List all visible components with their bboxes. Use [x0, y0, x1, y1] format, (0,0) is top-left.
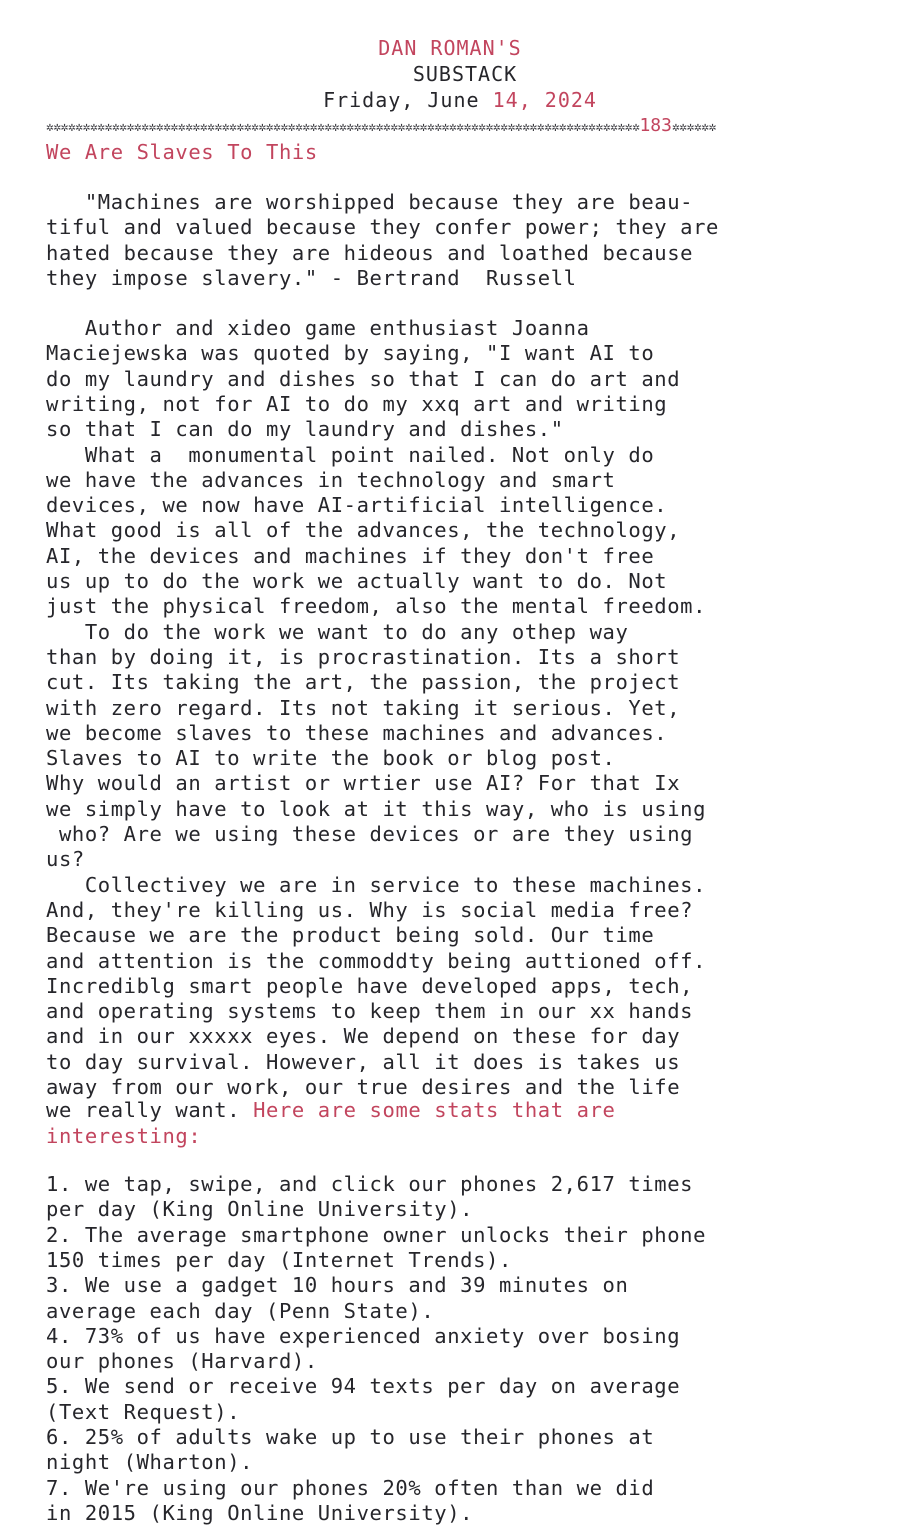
stats-intro-red: Here are some stats that are: [253, 1098, 616, 1122]
body-line: and in our xxxxx eyes. We depend on these for day: [46, 1024, 681, 1049]
quote-line: hated because they are hideous and loathed because: [46, 240, 694, 265]
body-line: so that I can do my laundry and dishes.": [46, 417, 564, 442]
stat-line: night (Wharton).: [46, 1450, 254, 1475]
body-line: Why would an artist or wrtier use AI? For that Ix: [46, 771, 681, 796]
stat-line: 2. The average smartphone owner unlocks their phone: [46, 1222, 707, 1247]
stat-line: 5. We send or receive 94 texts per day on average: [46, 1374, 681, 1399]
body-line: us?: [46, 847, 85, 872]
body-line: What good is all of the advances, the technology,: [46, 518, 681, 543]
date-red: 14, 2024: [492, 88, 597, 112]
body-line: devices, we now have AI-artificial intelligence.: [46, 493, 668, 518]
stat-line: 1. we tap, swipe, and click our phones 2,617 times: [46, 1172, 694, 1196]
body-line: than by doing it, is procrastination. Its a short: [46, 644, 681, 669]
body-line: we have the advances in technology and smart: [46, 467, 616, 492]
body-line: Maciejewska was quoted by saying, "I want AI to: [46, 341, 655, 366]
body-line: cut. Its taking the art, the passion, the project: [46, 670, 681, 695]
body-line: What a monumental point nailed. Not only do: [46, 442, 655, 467]
stat-line: our phones (Harvard).: [46, 1349, 318, 1374]
body-line: And, they're killing us. Why is social media free?: [46, 897, 694, 922]
body-line: away from our work, our true desires and the life: [46, 1075, 681, 1099]
stats-intro-line: [46, 1098, 615, 1123]
body-line: us up to do the work we actually want to do. Not: [46, 569, 668, 593]
date-prefix: Friday, June: [323, 88, 493, 112]
body-line: writing, not for AI to do my xxq art and writing: [46, 391, 668, 416]
star-divider-right: ✲✲✲✲✲✲: [671, 120, 716, 135]
stat-line: in 2015 (King Online University).: [46, 1500, 474, 1525]
body-line: and operating systems to keep them in our xx hands: [46, 999, 694, 1024]
body-line: Collectivey we are in service to these machines.: [46, 872, 707, 897]
publication-heading: SUBSTACK: [412, 62, 518, 86]
stat-line: 3. We use a gadget 10 hours and 39 minutes on: [46, 1273, 629, 1298]
body-line: To do the work we want to do any othep way: [46, 619, 629, 644]
body-line: and attention is the commoddty being auttioned off.: [46, 948, 707, 973]
stat-line: 7. We're using our phones 20% often than we did: [46, 1475, 655, 1500]
quote-line: "Machines are worshipped because they are beau-: [46, 190, 694, 214]
body-line: to day survival. However, all it does is takes us: [46, 1049, 681, 1074]
stat-line: (Text Request).: [46, 1399, 241, 1424]
body-line: just the physical freedom, also the mental freedom.: [46, 594, 707, 619]
stat-line: per day (King Online University).: [46, 1197, 474, 1222]
body-line: do my laundry and dishes so that I can do art and: [46, 366, 681, 391]
body-line: we simply have to look at it this way, who is using: [46, 796, 707, 821]
article-title: We Are Slaves To This: [46, 140, 318, 164]
quote-line: they impose slavery." - Bertrand Russell: [46, 265, 577, 290]
stat-line: 150 times per day (Internet Trends).: [46, 1247, 512, 1272]
body-line: Incrediblg smart people have developed apps, tech,: [46, 973, 694, 998]
stat-line: 4. 73% of us have experienced anxiety over bosing: [46, 1323, 681, 1348]
body-line: who? Are we using these devices or are they using: [46, 822, 694, 846]
stat-line: average each day (Penn State).: [46, 1298, 435, 1323]
quote-line: tiful and valued because they confer power; they are: [46, 215, 719, 240]
author-heading: DAN ROMAN'S: [378, 36, 522, 60]
stats-intro-red-2: interesting:: [46, 1124, 202, 1148]
stats-intro-black: we really want.: [46, 1098, 254, 1122]
date-line: [0, 88, 900, 113]
star-divider: [46, 118, 806, 136]
body-line: with zero regard. Its not taking it serious. Yet,: [46, 695, 681, 720]
body-line: AI, the devices and machines if they don't free: [46, 543, 655, 568]
body-line: Because we are the product being sold. Our time: [46, 923, 655, 948]
star-divider-left: ✲✲✲✲✲✲✲✲✲✲✲✲✲✲✲✲✲✲✲✲✲✲✲✲✲✲✲✲✲✲✲✲✲✲✲✲✲✲✲✲✲✲✲✲✲✲✲✲✲✲✲✲✲✲✲✲✲✲✲✲✲✲✲✲✲✲✲✲✲✲✲✲✲✲✲✲✲✲✲✲✲: [46, 120, 640, 135]
body-line: Author and xideo game enthusiast Joanna: [46, 316, 590, 340]
body-line: we become slaves to these machines and advances.: [46, 720, 668, 745]
issue-number: 183: [639, 118, 672, 136]
stat-line: 6. 25% of adults wake up to use their phones at: [46, 1425, 655, 1449]
body-line: Slaves to AI to write the book or blog post.: [46, 746, 616, 771]
